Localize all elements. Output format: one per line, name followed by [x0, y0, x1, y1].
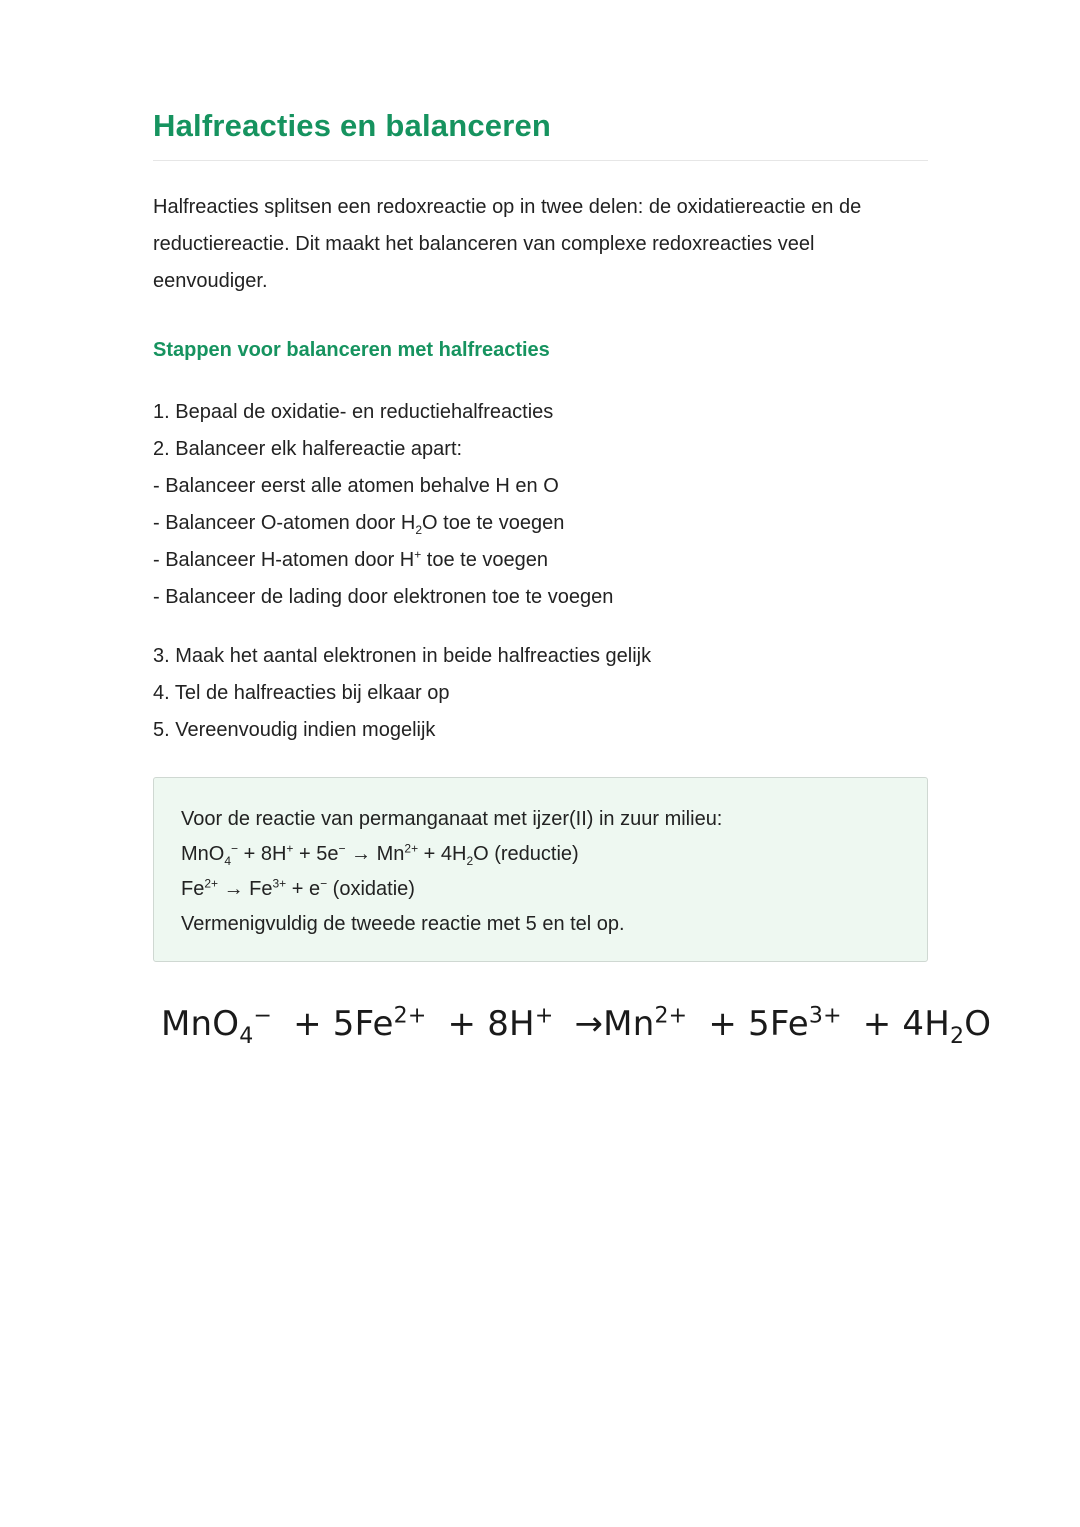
steps-heading: Stappen voor balanceren met halfreacties	[153, 339, 550, 361]
substep-2: - Balanceer O-atomen door $H_2O$ toe te voegen	[153, 512, 565, 537]
reduction-halfreaction: $MnO_4^- + 8H^+ + 5e^- \to Mn^{2+} + 4H_2O$ (reductie)	[181, 841, 579, 868]
reaction-arrow: →	[574, 1004, 604, 1044]
oxidation-halfreaction: $Fe^{2+} \to Fe^{3+} + e^-$ (oxidatie)	[181, 876, 415, 900]
step-3: 3. Maak het aantal elektronen in beide halfreacties gelijk	[153, 645, 652, 667]
steps-list	[153, 394, 928, 749]
substep-3: - Balanceer H-atomen door H+ toe te voegen	[153, 547, 549, 571]
balanced-equation: $MnO_4^- + 5Fe^{2+} + 8H^+ \to Mn^{2+} + 5Fe^{3+} + 4H_2O$	[161, 1003, 992, 1049]
intro-paragraph: Halfreacties splitsen een redoxreactie op in twee delen: de oxidatiereactie en de reductiereactie. Dit maakt het balanceren van complexe redoxreacties veel eenvoudiger.	[153, 196, 862, 292]
substep-4: - Balanceer de lading door elektronen toe te voegen	[153, 586, 614, 608]
example-instruction: Vermenigvuldig de tweede reactie met 5 en tel op.	[181, 913, 625, 935]
title-divider	[153, 160, 928, 161]
step-5: 5. Vereenvoudig indien mogelijk	[153, 719, 436, 741]
substep-1: - Balanceer eerst alle atomen behalve H en O	[153, 475, 559, 497]
step-2: 2. Balanceer elk halfereactie apart:	[153, 438, 463, 460]
step-1: 1. Bepaal de oxidatie- en reductiehalfreacties	[153, 401, 554, 423]
example-intro: Voor de reactie van permanganaat met ijzer(II) in zuur milieu:	[181, 808, 723, 830]
document-content	[153, 100, 992, 1049]
step-4: 4. Tel de halfreacties bij elkaar op	[153, 682, 450, 704]
example-box	[153, 777, 928, 962]
steps-gap	[153, 616, 928, 638]
page-title: Halfreacties en balanceren	[153, 108, 552, 143]
